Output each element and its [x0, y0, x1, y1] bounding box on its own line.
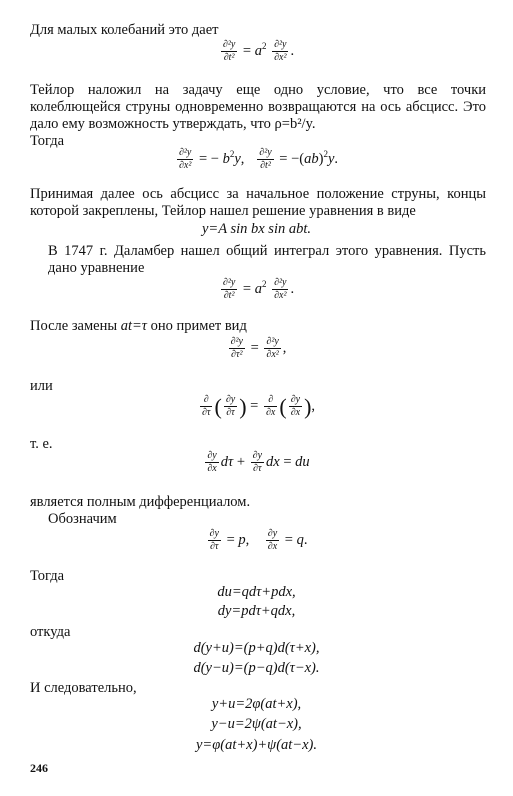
equation: y=φ(at+x)+ψ(at−x). — [196, 737, 317, 753]
equation: du=qdτ+pdx, — [217, 584, 296, 600]
equation: d(y−u)=(p−q)d(τ−x). — [193, 660, 320, 676]
text-line: является полным дифференциалом. — [30, 494, 251, 510]
text-line: И следовательно, — [30, 680, 137, 696]
text-line: Тогда — [30, 568, 65, 584]
equation-differential: $\frac{\partial y}{\partial x}$ dτ + $\frac{\partial y}{\partial\tau}$ dx = du — [207, 450, 310, 474]
text-line: Для малых колебаний это дает — [30, 22, 219, 38]
page-number: 246 — [30, 761, 48, 775]
equation-tau: $\frac{\text{∂²y}}{\text{∂τ²}}$ = $\frac{\text{∂²y}}{\text{∂x²}}$ , — [230, 336, 287, 360]
paragraph: Принимая далее ось абсцисс за начальное положение струны, концы которой закреплены, Тейлор нашел решение уравнения в виде — [30, 186, 486, 219]
text-line: т. е. — [30, 436, 53, 452]
text-line: Тогда — [30, 133, 65, 149]
text-line: После замены at=τ оно примет вид — [30, 318, 247, 334]
equation: y+u=2φ(at+x), — [211, 696, 302, 712]
paragraph: Тейлор наложил на задачу еще одно условие, что все точки колеблющейся струны одновременно возвращаются на ось абсцисс. Это дало ему возможность утверждать, что ρ=b²/y. — [30, 82, 486, 132]
equation-wave-1: $\frac{\text{∂²y}}{\text{∂t²}}$ = $a^2$ $\frac{\text{∂²y}}{\text{∂x²}}$ . — [222, 39, 295, 63]
equation: d(y+u)=(p+q)d(τ+x), — [193, 640, 320, 656]
text-line: или — [30, 378, 53, 394]
equation-solution: y=A sin bx sin abt. — [202, 221, 311, 237]
equation: dy=pdτ+qdx, — [217, 603, 296, 619]
equation: y−u=2ψ(at−x), — [211, 716, 302, 732]
equation-notation: $\frac{\partial y}{\partial\tau}$ = p, $\frac{\partial y}{\partial x}$ = q. — [209, 528, 308, 552]
text-line: откуда — [30, 624, 71, 640]
equation-taylor: $\frac{\text{∂²y}}{\text{∂x²}}$ = − $b^2y$, $\frac{\text{∂²y}}{\text{∂t²}}$ = −(ab)$^2$y. — [178, 147, 339, 171]
paragraph: В 1747 г. Даламбер нашел общий интеграл этого уравнения. Пусть дано уравнение — [48, 243, 486, 276]
equation-derivatives: $\frac{\partial}{\partial\tau}$ ( $\frac{\partial y}{\partial\tau}$ ) = $\frac{\partial}{\partial x}$ ( $\frac{\partial y}{\partial x}$ ), — [201, 394, 316, 419]
equation-wave-2: $\frac{\text{∂²y}}{\text{∂t²}}$ = $a^2$ $\frac{\text{∂²y}}{\text{∂x²}}$ . — [222, 277, 295, 301]
text-line: Обозначим — [48, 511, 117, 527]
